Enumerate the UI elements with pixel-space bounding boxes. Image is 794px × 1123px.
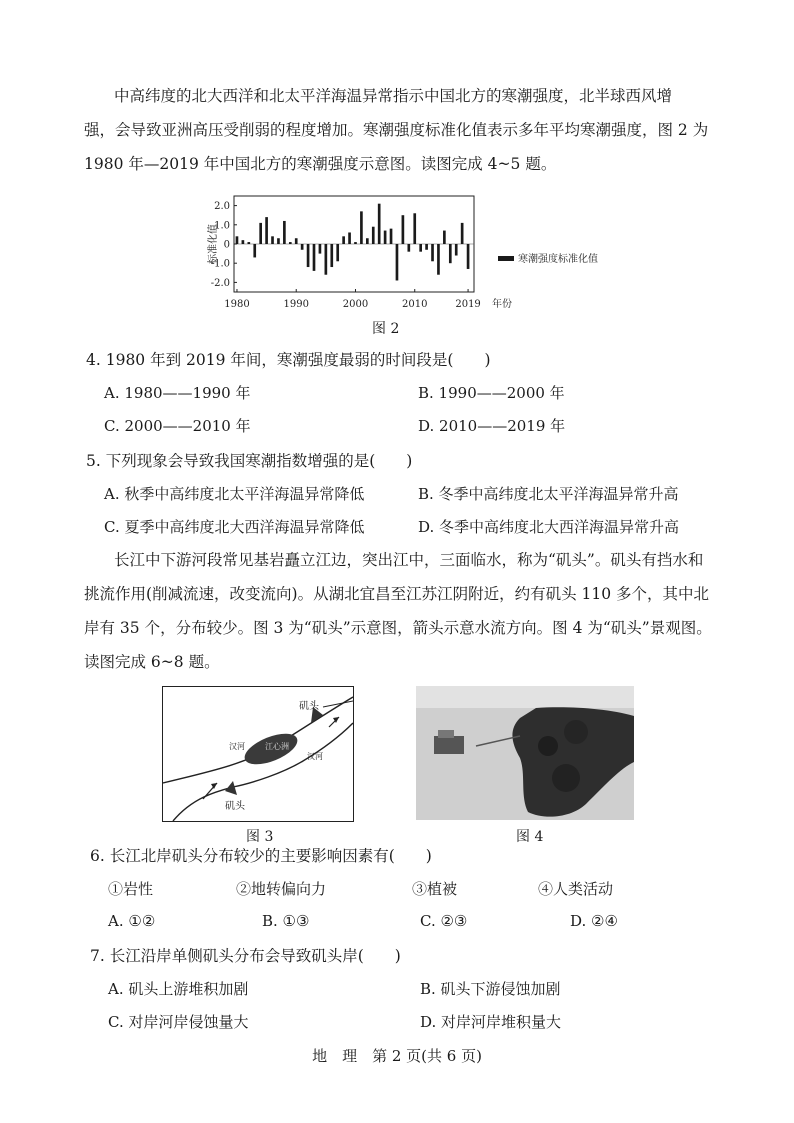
bar-1992 — [307, 244, 310, 267]
q6-factor-4: ④人类活动 — [538, 880, 614, 898]
q7-stem: 7. 长江沿岸单侧矶头分布会导致矶头岸( ) — [90, 947, 401, 965]
q4-option-b[interactable]: B. 1990——2000 年 — [418, 384, 565, 402]
q6-option-c[interactable]: C. ②③ — [420, 912, 468, 930]
q6-factor-2: ②地转偏向力 — [236, 880, 327, 898]
q6-option-a[interactable]: A. ①② — [108, 912, 156, 930]
page-footer: 地 理 第 2 页(共 6 页) — [312, 1047, 482, 1065]
x-tick-label: 2010 — [402, 299, 428, 310]
cold-wave-chart — [194, 190, 634, 320]
bar-1998 — [342, 236, 345, 244]
q6-factor-1: ①岩性 — [108, 880, 154, 898]
q5-option-d[interactable]: D. 冬季中高纬度北大西洋海温异常升高 — [418, 518, 680, 536]
fig4-caption: 图 4 — [516, 829, 544, 845]
intro2-line4: 读图完成 6~8 题。 — [84, 653, 220, 671]
q6-factor-3: ③植被 — [412, 880, 458, 898]
x-axis-label: 年份 — [492, 299, 512, 310]
fig2-caption: 图 2 — [372, 321, 400, 337]
y-tick-label: -1.0 — [210, 258, 230, 270]
y-tick-label: 0 — [223, 239, 230, 251]
bar-2014 — [437, 244, 440, 275]
q4-option-d[interactable]: D. 2010——2019 年 — [418, 417, 566, 435]
bar-1982 — [247, 242, 250, 244]
intro2-line1: 长江中下游河段常见基岩矗立江边，突出江中，三面临水，称为“矶头”。矶头有挡水和 — [114, 551, 704, 569]
bar-1987 — [277, 238, 280, 244]
bar-2015 — [443, 231, 446, 244]
bar-1985 — [265, 217, 268, 244]
bar-1984 — [259, 223, 262, 244]
fig3-caption: 图 3 — [246, 829, 274, 845]
q7-option-d[interactable]: D. 对岸河岸堆积量大 — [420, 1013, 562, 1031]
intro1-line3: 1980 年—2019 年中国北方的寒潮强度示意图。读图完成 4~5 题。 — [84, 155, 557, 173]
intro2-line3: 岸有 35 个，分布较少。图 3 为“矶头”示意图，箭头示意水流方向。图 4 为“矶头”景观图。 — [84, 619, 712, 637]
q7-option-b[interactable]: B. 矶头下游侵蚀加剧 — [420, 980, 561, 998]
bar-1983 — [253, 244, 256, 257]
y-tick-label: -2.0 — [210, 277, 230, 289]
q4-option-c[interactable]: C. 2000——2010 年 — [104, 417, 251, 435]
q5-option-c[interactable]: C. 夏季中高纬度北大西洋海温异常降低 — [104, 518, 365, 536]
x-tick-label: 2019 — [455, 299, 481, 310]
figure-3-schematic — [162, 686, 354, 822]
bar-2001 — [360, 211, 363, 244]
bar-1990 — [295, 238, 298, 244]
bar-2002 — [366, 238, 369, 244]
bar-1981 — [242, 240, 245, 244]
figure-4-photo — [416, 686, 634, 820]
q4-option-a[interactable]: A. 1980——1990 年 — [104, 384, 251, 402]
label-island: 江心洲 — [265, 742, 289, 751]
bar-1995 — [325, 244, 328, 275]
y-tick-label: 2.0 — [214, 201, 230, 213]
bar-2006 — [390, 229, 393, 244]
q6-option-b[interactable]: B. ①③ — [262, 912, 310, 930]
legend-swatch — [498, 256, 514, 261]
x-tick-label: 2000 — [342, 299, 369, 310]
bar-1999 — [348, 232, 351, 244]
bar-1989 — [289, 242, 292, 244]
bar-1993 — [313, 244, 316, 271]
bar-2013 — [431, 244, 434, 261]
bar-2000 — [354, 242, 357, 244]
bar-1991 — [301, 244, 304, 250]
x-tick-label: 1990 — [283, 299, 309, 310]
intro2-line2: 挑流作用(削减流速，改变流向)。从湖北宜昌至江苏江阴附近，约有矶头 110 多个，其中北 — [84, 585, 710, 603]
legend-label: 寒潮强度标准化值 — [518, 254, 598, 265]
bar-2012 — [425, 244, 428, 250]
bar-2009 — [407, 244, 410, 252]
bar-2005 — [384, 231, 387, 244]
bar-1986 — [271, 236, 274, 244]
bar-2008 — [402, 215, 405, 244]
bar-2003 — [372, 227, 375, 244]
x-tick-label: 1980 — [224, 299, 250, 310]
q5-stem: 5. 下列现象会导致我国寒潮指数增强的是( ) — [86, 452, 413, 470]
label-chahe-right: 汉河 — [307, 752, 323, 761]
river-schematic-svg — [163, 687, 353, 821]
label-jitou-top: 矶头 — [299, 701, 319, 712]
intro1-line2: 强，会导致亚洲高压受削弱的程度增加。寒潮强度标准化值表示多年平均寒潮强度，图 2 为 — [84, 121, 709, 139]
bar-1980 — [236, 236, 239, 244]
q6-option-d[interactable]: D. ②④ — [570, 912, 618, 930]
q4-stem: 4. 1980 年到 2019 年间，寒潮强度最弱的时间段是( ) — [86, 351, 491, 369]
q7-option-a[interactable]: A. 矶头上游堆积加剧 — [108, 980, 249, 998]
bar-1988 — [283, 221, 286, 244]
bar-1996 — [330, 244, 333, 267]
bar-2018 — [461, 223, 464, 244]
q5-option-a[interactable]: A. 秋季中高纬度北太平洋海温异常降低 — [104, 485, 365, 503]
bar-1994 — [319, 244, 322, 254]
bar-2007 — [396, 244, 399, 280]
q5-option-b[interactable]: B. 冬季中高纬度北太平洋海温异常升高 — [418, 485, 679, 503]
bar-2019 — [467, 244, 470, 269]
q7-option-c[interactable]: C. 对岸河岸侵蚀量大 — [108, 1013, 249, 1031]
bar-2011 — [419, 244, 422, 252]
intro1-line1: 中高纬度的北大西洋和北太平洋海温异常指示中国北方的寒潮强度，北半球西风增 — [114, 87, 673, 105]
jitou-landscape-photo — [416, 686, 634, 820]
bar-2017 — [455, 244, 458, 256]
bar-2016 — [449, 244, 452, 263]
bar-2004 — [378, 204, 381, 244]
bar-1997 — [336, 244, 339, 261]
label-jitou-bottom: 矶头 — [225, 801, 245, 812]
label-chahe-left: 汉河 — [229, 742, 245, 751]
q6-stem: 6. 长江北岸矶头分布较少的主要影响因素有( ) — [90, 847, 432, 865]
bar-2010 — [413, 213, 416, 244]
y-axis-label: 标准化值 — [208, 224, 219, 264]
y-tick-label: 1.0 — [214, 220, 230, 232]
